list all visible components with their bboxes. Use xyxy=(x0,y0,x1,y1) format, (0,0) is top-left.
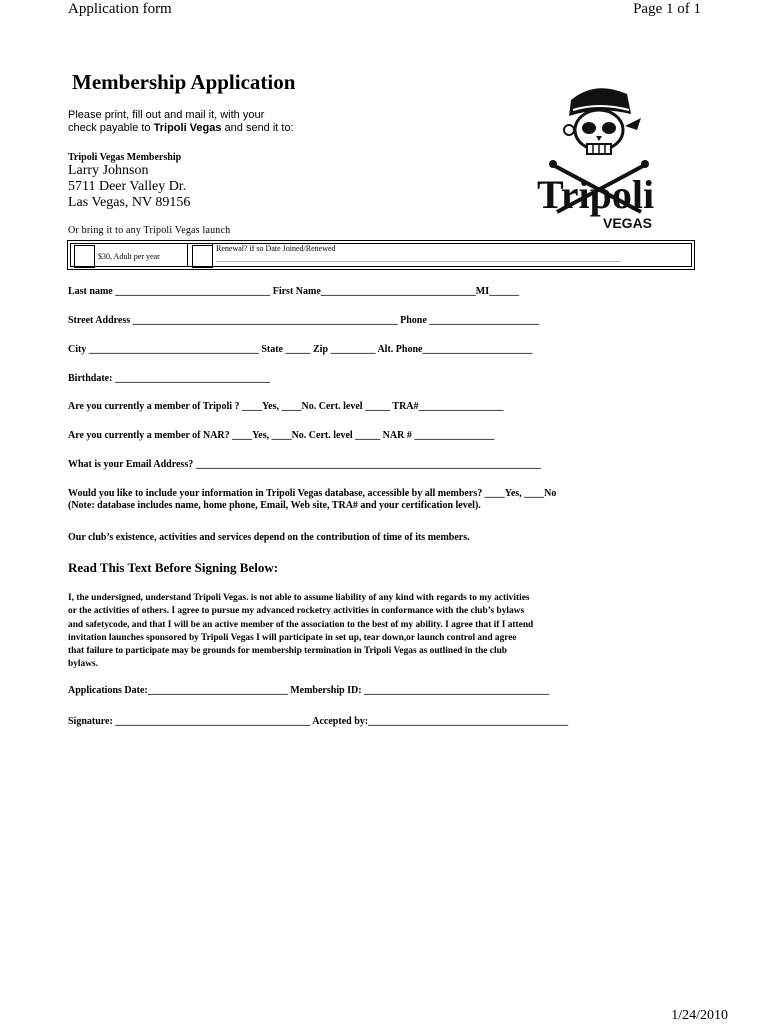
instructions-line-2 xyxy=(68,122,294,135)
payee-name: Tripoli Vegas xyxy=(153,122,222,134)
agreement-line: I, the undersigned, understand Tripoli Vegas. is not able to assume liability of any kind with regards to my activities xyxy=(68,593,530,603)
instructions-line-1: Please print, fill out and mail it, with your xyxy=(68,109,265,121)
logo-text-sub: VEGAS xyxy=(603,215,653,231)
instructions xyxy=(68,109,294,135)
instructions-text: check payable to xyxy=(68,122,154,134)
email-row[interactable]: What is your Email Address? _____________________________________________________________________ xyxy=(68,459,541,470)
city-state-zip-row[interactable]: City __________________________________ State _____ Zip _________ Alt. Phone______________________ xyxy=(68,344,533,355)
birthdate-row[interactable]: Birthdate: _______________________________ xyxy=(68,373,270,384)
dues-box xyxy=(67,240,695,270)
dues-inner-frame xyxy=(70,243,692,267)
read-before-signing-heading: Read This Text Before Signing Below: xyxy=(68,560,279,575)
signature-row[interactable]: Signature: _______________________________________ Accepted by:________________________________________ xyxy=(68,716,569,727)
address-city: Las Vegas, NV 89156 xyxy=(68,195,191,210)
page-title: Membership Application xyxy=(72,70,296,94)
page-number: Page 1 of 1 xyxy=(633,1,701,17)
database-note: (Note: database includes name, home phone, Email, Web site, TRA# and your certification level). xyxy=(68,500,481,511)
header-left-title: Application form xyxy=(68,1,172,17)
address-name: Larry Johnson xyxy=(68,163,149,178)
nar-member-row[interactable]: Are you currently a member of NAR? ____Yes, ____No. Cert. level _____ NAR # ________________ xyxy=(68,430,495,441)
footer-date: 1/24/2010 xyxy=(671,1008,728,1023)
renewal-label: Renewal? if so Date Joined/Renewed xyxy=(216,244,336,253)
logo-text-main: Tripoli xyxy=(537,172,655,217)
address-street: 5711 Deer Valley Dr. xyxy=(68,179,187,194)
database-question-row[interactable]: Would you like to include your information in Tripoli Vegas database, accessible by all members? ____Yes, ____No xyxy=(68,488,557,499)
tripoli-vegas-logo xyxy=(533,80,663,232)
agreement-line: invitation launches sponsored by Tripoli Vegas I will participate in set up, tear down,or launch control and agree xyxy=(68,632,517,643)
agreement-line: and safetycode, and that I will be an active member of the association to the best of my ability. I agree that if I attend xyxy=(68,619,534,630)
agreement-text xyxy=(68,592,638,672)
application-date-row[interactable]: Applications Date:____________________________ Membership ID: _____________________________________ xyxy=(68,685,550,696)
renewal-date-field[interactable] xyxy=(216,261,621,262)
divider xyxy=(212,244,213,266)
dues-checkbox[interactable] xyxy=(74,245,95,268)
agreement-line: or the activities of others. I agree to pursue my advanced rocketry activities in conformance with the club’s bylaws xyxy=(68,606,525,617)
renewal-checkbox[interactable] xyxy=(192,245,213,268)
address-heading: Tripoli Vegas Membership xyxy=(68,152,182,163)
dues-option-label: $30, Adult per year xyxy=(98,252,160,261)
bring-note: Or bring it to any Tripoli Vegas launch xyxy=(68,225,231,236)
agreement-line: bylaws. xyxy=(68,659,98,670)
name-field-row[interactable]: Last name _______________________________ First Name_______________________________MI______ xyxy=(68,286,520,297)
instructions-text-end: and send it to: xyxy=(221,122,294,134)
agreement-line: that failure to participate may be grounds for membership termination in Tripoli Vegas as outlined in the club xyxy=(68,646,507,657)
street-phone-row[interactable]: Street Address _____________________________________________________ Phone ______________________ xyxy=(68,315,540,326)
club-note: Our club’s existence, activities and services depend on the contribution of time of its members. xyxy=(68,532,470,543)
tripoli-member-row[interactable]: Are you currently a member of Tripoli ? ____Yes, ____No. Cert. level _____ TRA#_________________ xyxy=(68,401,504,412)
divider xyxy=(187,244,188,266)
